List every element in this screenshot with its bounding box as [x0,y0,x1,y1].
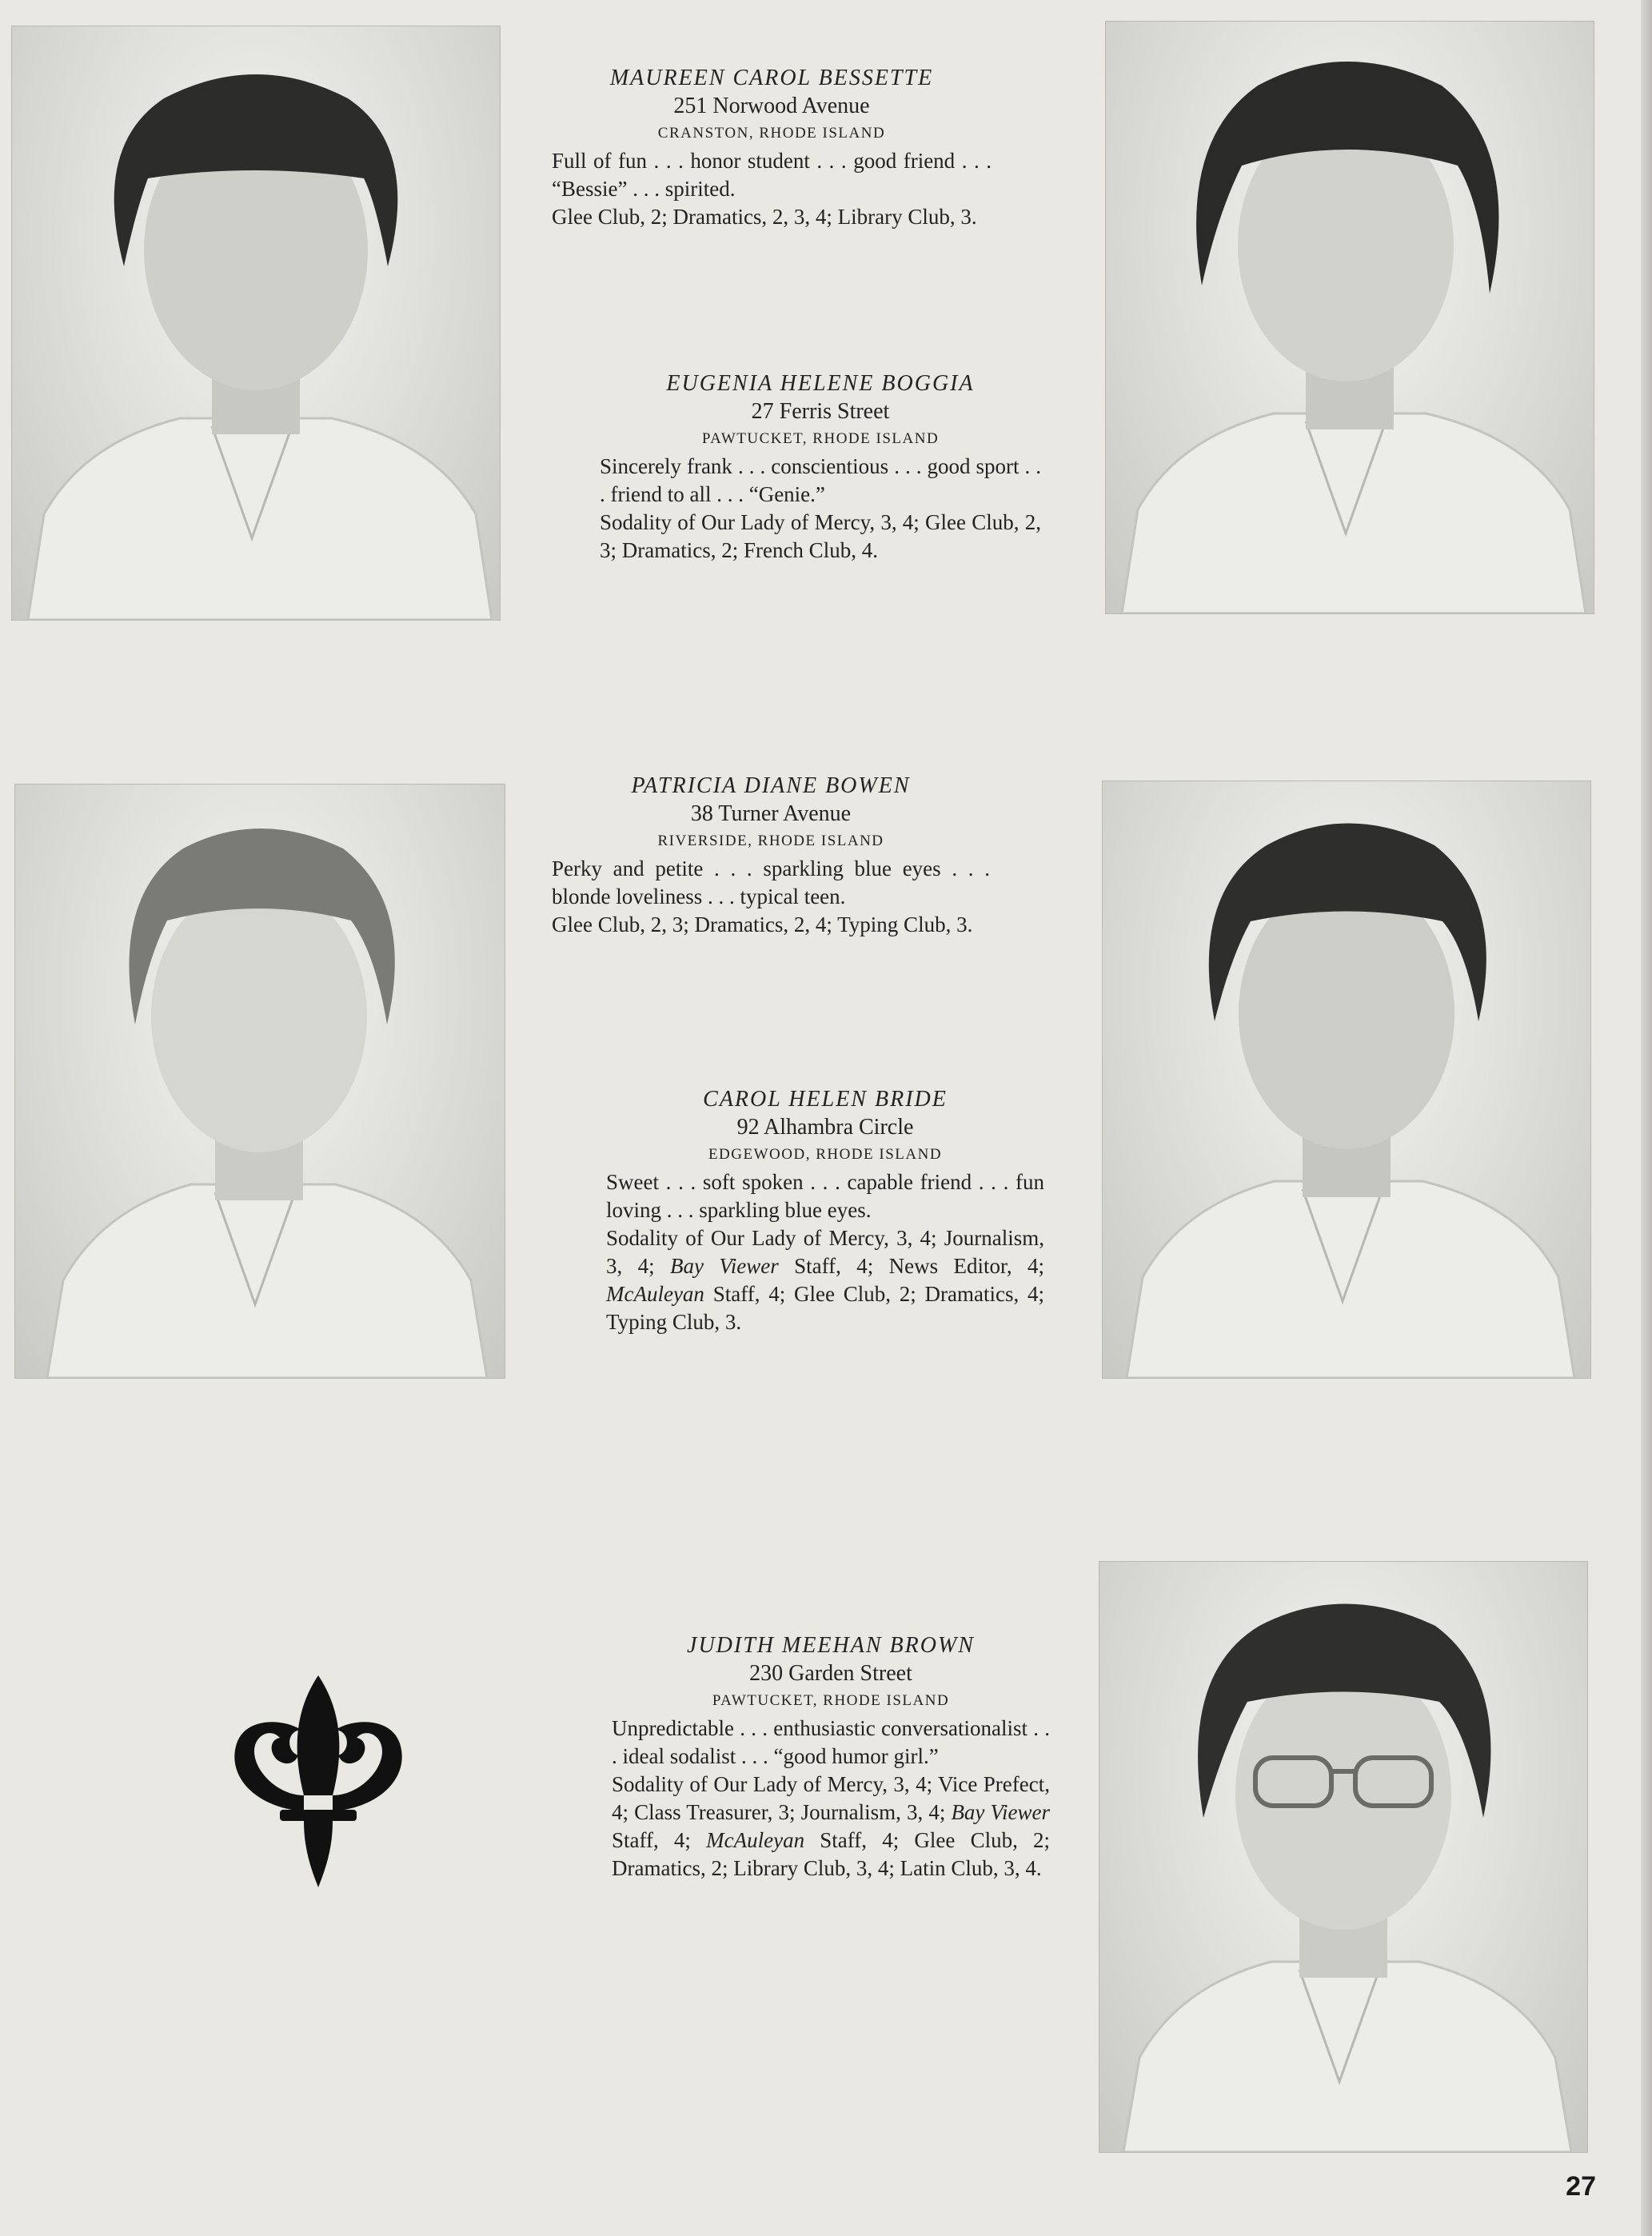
bio-bessette [552,64,992,231]
street-address: 251 Norwood Avenue [673,94,870,118]
activities: Sodality of Our Lady of Mercy, 3, 4; Vice Prefect, 4; Class Treasurer, 3; Journalism, 3, 4; Bay Viewer Staff, 4; McAuleyan Staff, 4; Glee Club, 2; Dramatics, 2; Library Club, 3, 4; Latin Club, 3, 4. [612,1772,1051,1880]
street-address: 38 Turner Avenue [690,801,852,826]
city-state: PAWTUCKET, RHODE ISLAND [712,1692,950,1709]
student-name: MAUREEN CAROL BESSETTE [609,66,934,90]
city-state: PAWTUCKET, RHODE ISLAND [701,430,940,447]
student-name: CAROL HELEN BRIDE [703,1087,948,1112]
page-edge [1641,0,1652,2236]
bio-brown [612,1631,1050,1883]
street-address: 92 Alhambra Circle [736,1115,914,1140]
description: Sweet . . . soft spoken . . . capable friend . . . fun loving . . . sparkling blue eyes. [606,1170,1044,1222]
bio-bowen [552,772,990,939]
description: Sincerely frank . . . conscientious . . . good sport . . . friend to all . . . “Genie.” [600,454,1041,506]
street-address: 27 Ferris Street [751,399,890,424]
city-state: EDGEWOOD, RHODE ISLAND [708,1146,943,1163]
activities: Glee Club, 2; Dramatics, 2, 3, 4; Library Club, 3. [552,205,977,229]
activities: Glee Club, 2, 3; Dramatics, 2, 4; Typing Club, 3. [552,912,973,936]
description: Full of fun . . . honor student . . . good friend . . . “Bessie” . . . spirited. [552,149,992,201]
activities: Sodality of Our Lady of Mercy, 3, 4; Glee Club, 2, 3; Dramatics, 2; French Club, 4. [600,510,1041,562]
city-state: RIVERSIDE, RHODE ISLAND [657,833,884,849]
student-name: PATRICIA DIANE BOWEN [631,773,911,798]
description: Perky and petite . . . sparkling blue eyes . . . blonde loveliness . . . typical teen. [552,856,990,908]
portrait-bride [1102,781,1591,1379]
portrait-boggia [1105,21,1594,614]
portrait-brown [1099,1561,1588,2153]
description: Unpredictable . . . enthusiastic conversationalist . . . ideal sodalist . . . “good humor girl.” [612,1716,1050,1768]
bio-bride [606,1085,1044,1336]
student-name: EUGENIA HELENE BOGGIA [666,371,975,396]
activities: Sodality of Our Lady of Mercy, 3, 4; Journalism, 3, 4; Bay Viewer Staff, 4; News Editor, 4; McAuleyan Staff, 4; Glee Club, 2; Dramatics, 4; Typing Club, 3. [606,1226,1045,1334]
city-state: CRANSTON, RHODE ISLAND [657,125,886,142]
publication-bay-viewer: Bay Viewer [669,1254,779,1278]
bio-boggia [600,369,1041,565]
fleur-de-lis-icon [230,1675,406,1887]
page-number: 27 [1566,2171,1596,2202]
publication-mcauleyan: McAuleyan [606,1282,704,1306]
publication-mcauleyan: McAuleyan [706,1828,805,1852]
portrait-bowen [14,784,505,1379]
street-address: 230 Garden Street [749,1661,912,1686]
student-name: JUDITH MEEHAN BROWN [687,1633,975,1658]
publication-bay-viewer: Bay Viewer [951,1800,1050,1824]
portrait-bessette [11,26,501,621]
